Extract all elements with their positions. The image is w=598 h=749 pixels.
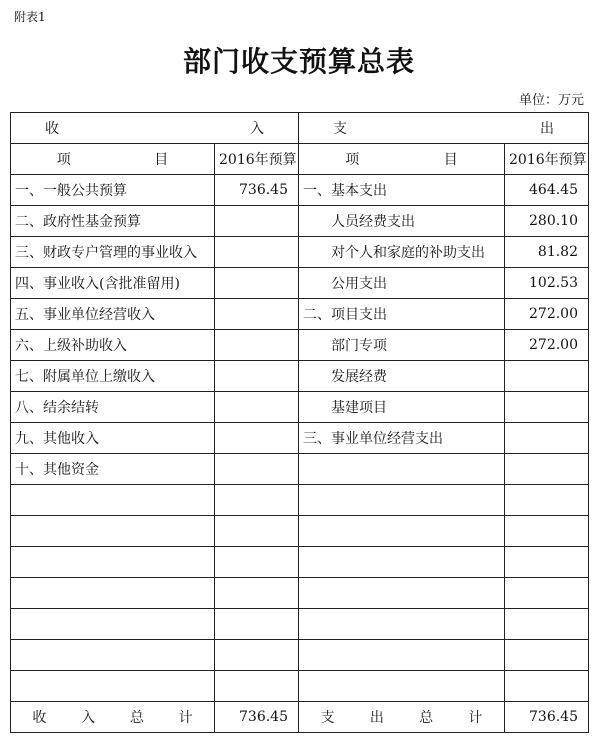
table-row: [11, 299, 589, 330]
income-budget-header: 2016年预算: [215, 144, 299, 175]
expense-value-cell: [505, 640, 589, 671]
expense-item-cell: [299, 671, 505, 702]
expense-value-cell: [505, 361, 589, 392]
expense-value-cell: 280.10: [505, 206, 589, 237]
unit-label: 单位：万元: [518, 93, 584, 108]
table-row: [11, 392, 589, 423]
expense-value-cell: [505, 547, 589, 578]
income-value-cell: [215, 206, 299, 237]
expense-value-cell: 272.00: [505, 330, 589, 361]
expense-value-cell: 81.82: [505, 237, 589, 268]
income-item-cell: [11, 609, 215, 640]
income-item-cell: 七、附属单位上缴收入: [11, 361, 215, 392]
expense-total-label: 支 出 总 计: [299, 702, 505, 733]
section-header-row: [11, 113, 589, 144]
income-value-cell: [215, 361, 299, 392]
income-item-cell: 一、一般公共预算: [11, 175, 215, 206]
table-row: [11, 578, 589, 609]
budget-table: [10, 112, 589, 733]
table-row: [11, 454, 589, 485]
table-row: [11, 516, 589, 547]
table-row: [11, 609, 589, 640]
income-item-cell: 三、财政专户管理的事业收入: [11, 237, 215, 268]
income-total-value: 736.45: [215, 702, 299, 733]
income-header: 收 入: [11, 113, 299, 144]
income-value-cell: [215, 299, 299, 330]
expense-budget-header: 2016年预算: [505, 144, 589, 175]
expense-header: 支 出: [299, 113, 589, 144]
page-title: 部门收支预算总表: [182, 45, 415, 78]
expense-value-cell: 102.53: [505, 268, 589, 299]
expense-value-cell: [505, 485, 589, 516]
expense-item-cell: [299, 485, 505, 516]
expense-item-cell: [299, 454, 505, 485]
income-value-cell: [215, 268, 299, 299]
totals-row: [11, 702, 589, 733]
income-value-cell: [215, 609, 299, 640]
expense-item-cell: 一、基本支出: [299, 175, 505, 206]
expense-item-cell: 部门专项: [299, 330, 505, 361]
income-item-cell: [11, 547, 215, 578]
expense-item-header: 项 目: [299, 144, 505, 175]
expense-value-cell: [505, 578, 589, 609]
expense-value-cell: 464.45: [505, 175, 589, 206]
expense-value-cell: [505, 454, 589, 485]
expense-value-cell: [505, 516, 589, 547]
table-row: [11, 671, 589, 702]
income-item-cell: [11, 578, 215, 609]
expense-item-cell: 发展经费: [299, 361, 505, 392]
expense-item-cell: [299, 640, 505, 671]
income-item-cell: 六、上级补助收入: [11, 330, 215, 361]
expense-item-cell: [299, 516, 505, 547]
income-value-cell: [215, 392, 299, 423]
table-row: [11, 485, 589, 516]
expense-total-value: 736.45: [505, 702, 589, 733]
income-value-cell: [215, 330, 299, 361]
income-value-cell: [215, 671, 299, 702]
expense-value-cell: [505, 609, 589, 640]
income-value-cell: [215, 237, 299, 268]
income-item-cell: [11, 516, 215, 547]
expense-item-cell: 三、事业单位经营支出: [299, 423, 505, 454]
income-item-cell: [11, 485, 215, 516]
income-item-header: 项 目: [11, 144, 215, 175]
table-row: [11, 361, 589, 392]
income-value-cell: [215, 547, 299, 578]
table-row: [11, 330, 589, 361]
expense-value-cell: [505, 671, 589, 702]
income-item-cell: 四、事业收入(含批准留用): [11, 268, 215, 299]
table-row: [11, 175, 589, 206]
table-row: [11, 237, 589, 268]
expense-value-cell: 272.00: [505, 299, 589, 330]
expense-value-cell: [505, 392, 589, 423]
expense-item-cell: 对个人和家庭的补助支出: [299, 237, 505, 268]
income-item-cell: [11, 671, 215, 702]
income-item-cell: 九、其他收入: [11, 423, 215, 454]
attachment-label: 附表1: [14, 10, 46, 24]
expense-item-cell: [299, 578, 505, 609]
income-item-cell: 二、政府性基金预算: [11, 206, 215, 237]
income-value-cell: [215, 640, 299, 671]
income-value-cell: [215, 516, 299, 547]
income-value-cell: [215, 454, 299, 485]
expense-item-cell: 人员经费支出: [299, 206, 505, 237]
income-value-cell: 736.45: [215, 175, 299, 206]
income-value-cell: [215, 485, 299, 516]
expense-value-cell: [505, 423, 589, 454]
expense-item-cell: 二、项目支出: [299, 299, 505, 330]
expense-item-cell: 公用支出: [299, 268, 505, 299]
expense-item-cell: [299, 609, 505, 640]
income-value-cell: [215, 423, 299, 454]
table-row: [11, 206, 589, 237]
income-value-cell: [215, 578, 299, 609]
table-row: [11, 640, 589, 671]
expense-item-cell: 基建项目: [299, 392, 505, 423]
column-header-row: [11, 144, 589, 175]
income-item-cell: [11, 640, 215, 671]
income-item-cell: 十、其他资金: [11, 454, 215, 485]
income-item-cell: 五、事业单位经营收入: [11, 299, 215, 330]
expense-item-cell: [299, 547, 505, 578]
table-row: [11, 423, 589, 454]
income-item-cell: 八、结余结转: [11, 392, 215, 423]
table-row: [11, 547, 589, 578]
income-total-label: 收 入 总 计: [11, 702, 215, 733]
table-row: [11, 268, 589, 299]
